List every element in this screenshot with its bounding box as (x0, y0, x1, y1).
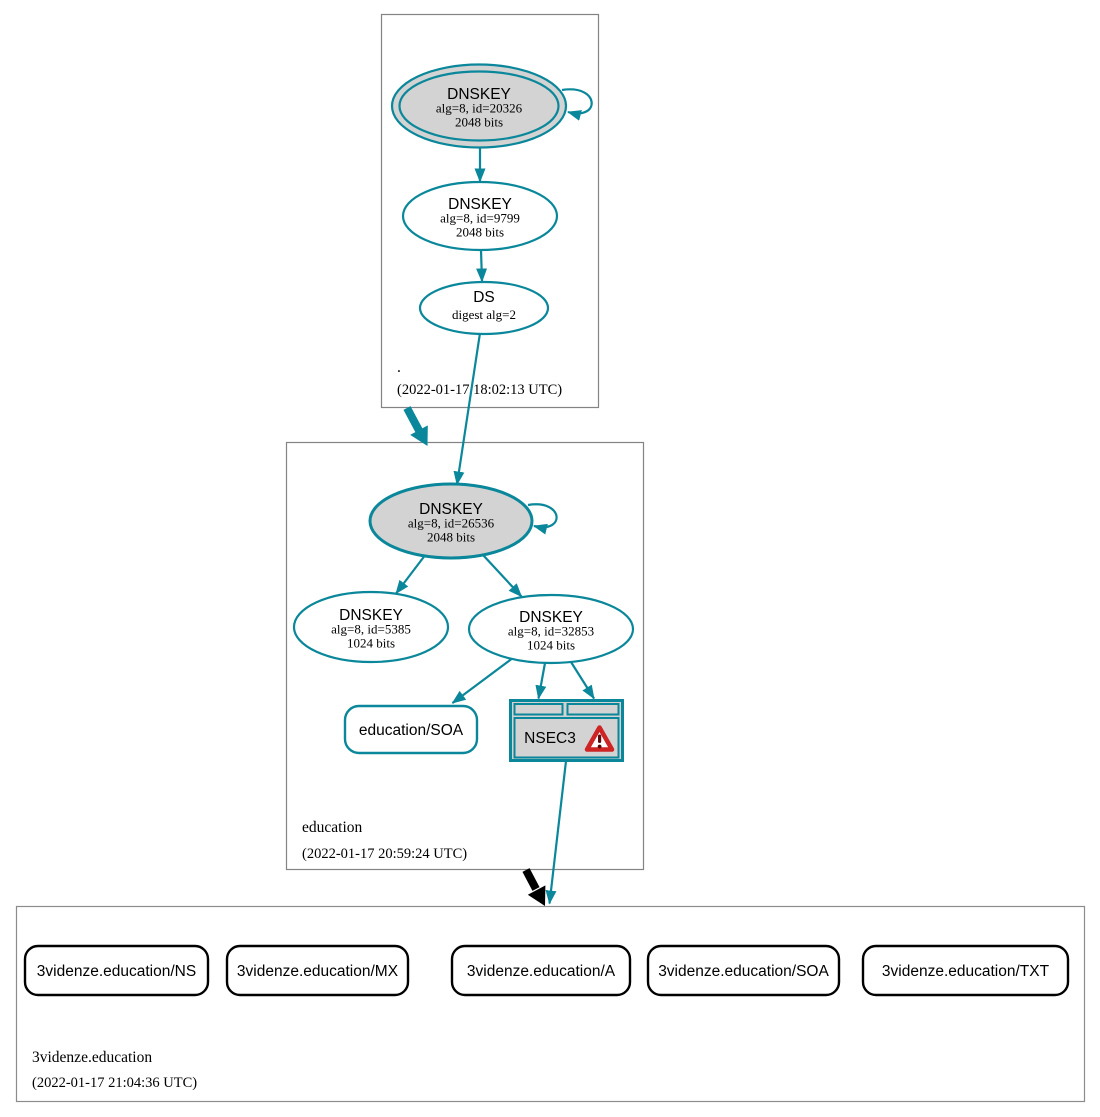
root-ksk-bits: 2048 bits (454, 114, 504, 130)
root-ds-detail: digest alg=2 (451, 307, 517, 322)
delegation-arrow-root-education-shaft (407, 408, 419, 431)
root-zsk-node (403, 182, 557, 250)
education-zsk1-node (294, 592, 448, 662)
education-ksk-bits: 2048 bits (426, 529, 476, 545)
warning-exclamation-bar (598, 735, 601, 744)
education-zone-timestamp: (2022-01-17 20:59:24 UTC) (302, 846, 468, 862)
education-zsk1-detail: alg=8, id=5385 (331, 621, 411, 637)
education-zsk2-title: DNSKEY (519, 609, 583, 626)
education-zsk1-title: DNSKEY (339, 607, 403, 624)
education-zsk1-bits: 1024 bits (346, 635, 396, 651)
warning-exclamation-dot (598, 745, 602, 749)
root-ksk-title: DNSKEY (447, 86, 511, 103)
delegation-arrow-education-threevidenze-shaft (526, 870, 536, 889)
root-zsk-title: DNSKEY (448, 196, 512, 213)
education-ksk-node (370, 484, 532, 558)
threevidenze-zone-timestamp: (2022-01-17 21:04:36 UTC) (32, 1075, 198, 1091)
rrset-node-txt (863, 946, 1068, 995)
rrset-node-ns (25, 946, 208, 995)
rrset-node-mx (227, 946, 408, 995)
root-ksk-detail: alg=8, id=20326 (435, 100, 523, 116)
rrset-a-label: 3videnze.education/A (466, 963, 616, 980)
rrset-soa-label: 3videnze.education/SOA (658, 963, 829, 980)
edge-root-zsk-to-ds (481, 250, 482, 282)
root-ds-node (420, 282, 548, 334)
rrset-node-a (452, 946, 630, 995)
education-zsk2-bits: 1024 bits (526, 637, 576, 653)
threevidenze-zone-label: 3videnze.education (32, 1049, 153, 1066)
threevidenze-zone-group (17, 907, 1085, 1102)
nsec3-header-cell-left (515, 704, 563, 715)
education-ksk-title: DNSKEY (419, 501, 483, 518)
nsec3-label: NSEC3 (524, 730, 576, 747)
education-nsec3-node (511, 701, 623, 761)
rrset-txt-label: 3videnze.education/TXT (881, 963, 1050, 980)
rrset-node-soa (648, 946, 839, 995)
education-zsk2-detail: alg=8, id=32853 (507, 623, 595, 639)
education-soa-node (345, 706, 477, 753)
root-ksk-node (392, 65, 566, 148)
root-zsk-bits: 2048 bits (455, 224, 505, 240)
rrset-mx-label: 3videnze.education/MX (236, 963, 399, 980)
education-soa-label: education/SOA (358, 722, 464, 739)
threevidenze-zone-box (17, 907, 1085, 1102)
threevidenze-rrset-nodes (25, 946, 1068, 995)
root-zone-label: . (397, 359, 401, 376)
education-zone-label: education (302, 819, 363, 836)
nsec3-header-cell-right (568, 704, 619, 715)
root-ds-title: DS (473, 289, 495, 306)
education-zsk2-node (469, 595, 633, 663)
root-zsk-detail: alg=8, id=9799 (440, 210, 520, 226)
rrset-ns-label: 3videnze.education/NS (36, 963, 197, 980)
education-ksk-detail: alg=8, id=26536 (407, 515, 495, 531)
root-zone-timestamp: (2022-01-17 18:02:13 UTC) (397, 382, 563, 398)
